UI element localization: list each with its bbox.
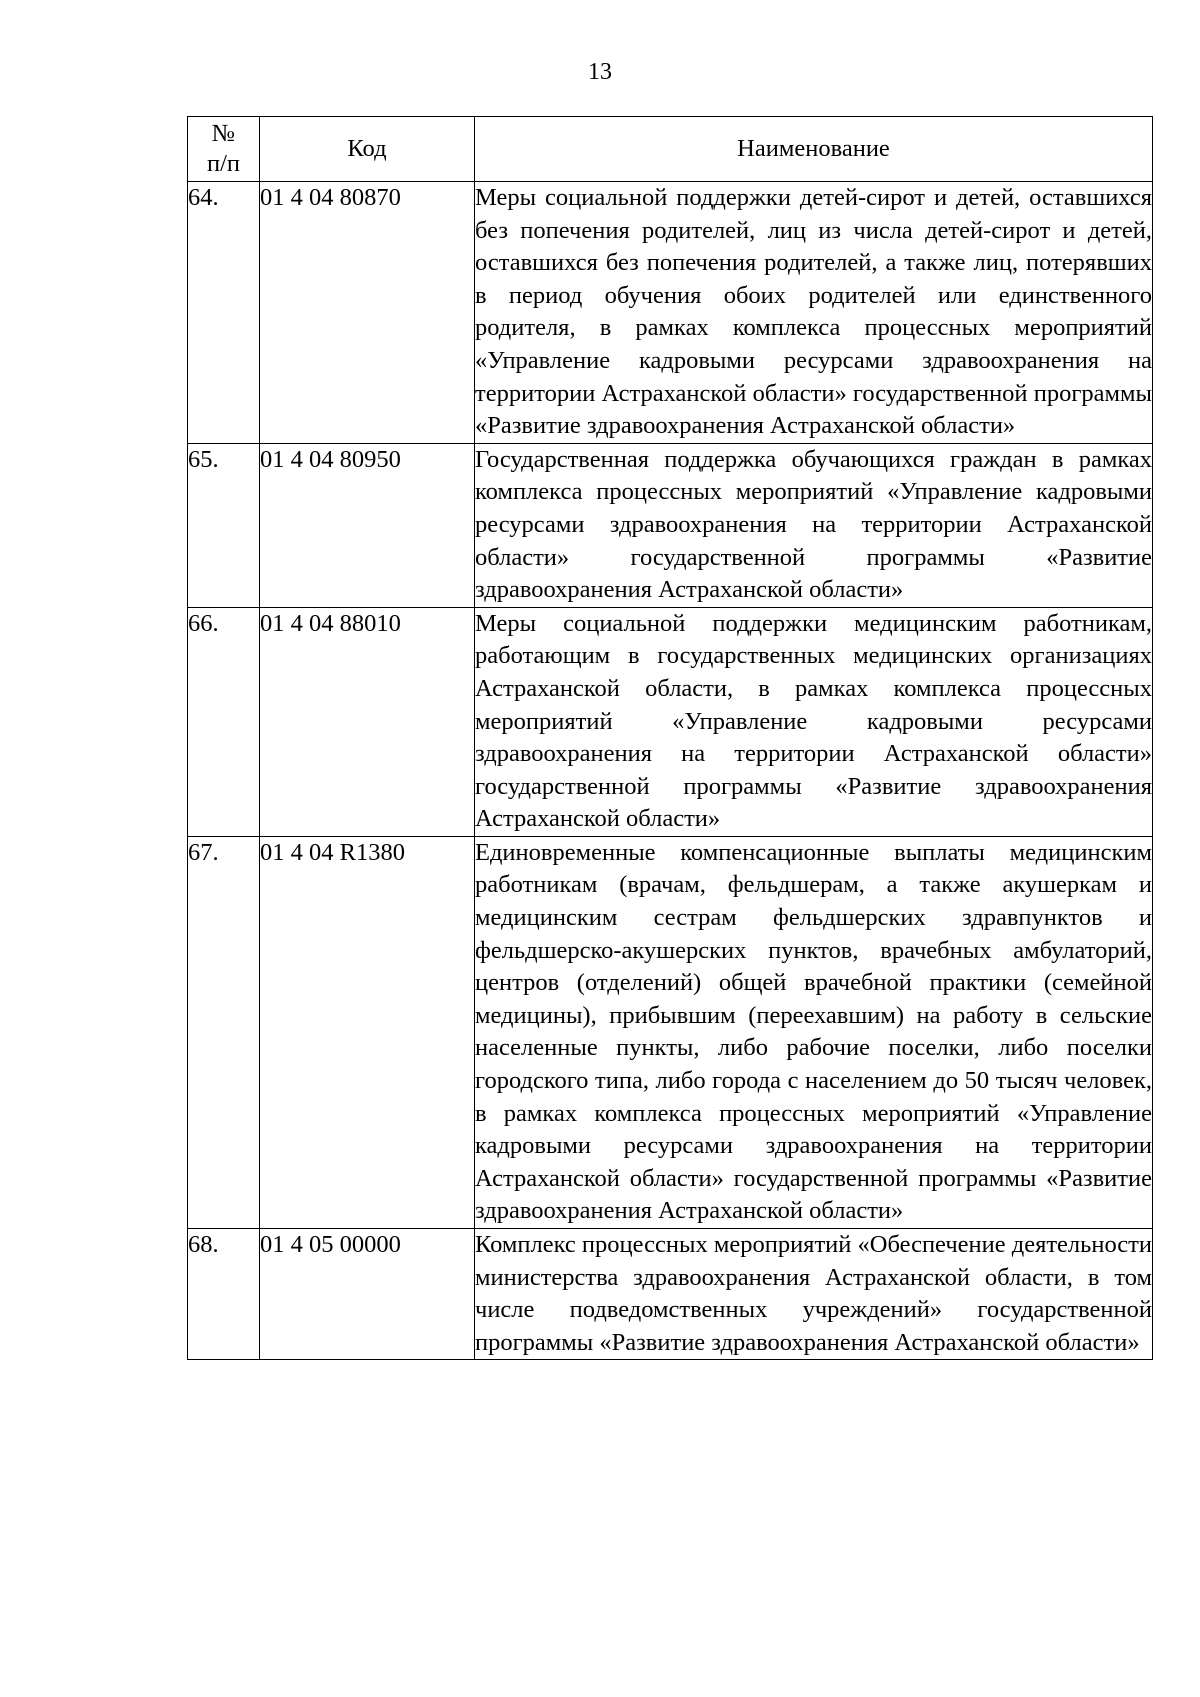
table-header [188,117,1153,182]
row-number: 67. [188,836,260,1228]
row-code: 01 4 04 80870 [260,182,475,444]
header-row [188,117,1153,182]
row-number: 65. [188,443,260,607]
table-row [188,443,1153,607]
row-code: 01 4 04 88010 [260,607,475,836]
table-body [188,182,1153,1360]
table-row [188,182,1153,444]
row-code: 01 4 04 R1380 [260,836,475,1228]
row-number: 64. [188,182,260,444]
header-number [188,117,260,182]
header-name: Наименование [475,117,1153,182]
row-name: Единовременные компенсационные выплаты медицинским работникам (врачам, фельдшерам, а также акушеркам и медицинским сестрам фельдшерских здравпунктов и фельдшерско-акушерских пунктов, врачебных амбулаторий, центров (отделений) общей врачебной практики (семейной медицины), прибывшим (переехавшим) на работу в сельские населенные пункты, либо рабочие поселки, либо поселки городского типа, либо города с населением до 50 тысяч человек, в рамках комплекса процессных мероприятий «Управление кадровыми ресурсами здравоохранения на территории Астраханской области» государственной программы «Развитие здравоохранения Астраханской области» [475,836,1153,1228]
table-row [188,836,1153,1228]
table-row [188,607,1153,836]
row-number: 68. [188,1229,260,1360]
table-row [188,1229,1153,1360]
row-name: Меры социальной поддержки детей-сирот и детей, оставшихся без попечения родителей, лиц из числа детей-сирот и детей, оставшихся без попечения родителей, а также лиц, потерявших в период обучения обоих родителей или единственного родителя, в рамках комплекса процессных мероприятий «Управление кадровыми ресурсами здравоохранения на территории Астраханской области» государственной программы «Развитие здравоохранения Астраханской области» [475,182,1153,444]
row-name: Меры социальной поддержки медицинским работникам, работающим в государственных медицинских организациях Астраханской области, в рамках комплекса процессных мероприятий «Управление кадровыми ресурсами здравоохранения на территории Астраханской области» государственной программы «Развитие здравоохранения Астраханской области» [475,607,1153,836]
page-number: 13 [588,59,612,85]
header-code: Код [260,117,475,182]
row-number: 66. [188,607,260,836]
header-number-sign: № [211,120,236,147]
header-number-abbr: п/п [206,150,241,177]
row-code: 01 4 05 00000 [260,1229,475,1360]
row-name: Комплекс процессных мероприятий «Обеспечение деятельности министерства здравоохранения Астраханской области, в том числе подведомственных учреждений» государственной программы «Развитие здравоохранения Астраханской области» [475,1229,1153,1360]
row-code: 01 4 04 80950 [260,443,475,607]
budget-codes-table [187,116,1153,1360]
row-name: Государственная поддержка обучающихся граждан в рамках комплекса процессных мероприятий «Управление кадровыми ресурсами здравоохранения на территории Астраханской области» государственной программы «Развитие здравоохранения Астраханской области» [475,443,1153,607]
